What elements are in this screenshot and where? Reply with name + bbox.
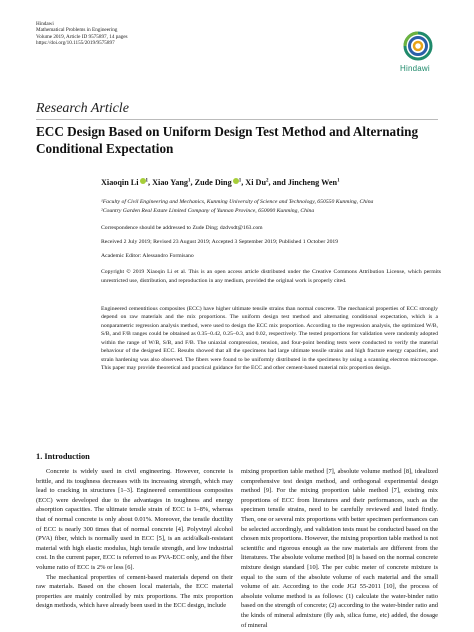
author-list: Xiaoqin Li $^1$, Xiao Yang$^1$, Zude Ding $^1$, Xi Du$^2$, and Jincheng Wen$^1$ (101, 178, 340, 187)
logo-text: Hindawi (400, 64, 430, 73)
body-column-left (36, 467, 233, 611)
affiliation-marker: 2 (266, 178, 269, 184)
academic-editor: Academic Editor: Alessandro Formisano (101, 253, 194, 259)
affiliation-marker: 1 (145, 178, 149, 184)
copyright-notice: Copyright © 2019 Xiaoqin Li et al. This is an open access article distributed under the Creative Commons Attribution License, which permits unrestricted use, distribution, and reproduction in any medium, provided the original work is properly cited. (101, 269, 441, 284)
affiliation-marker: 1 (238, 178, 242, 184)
abstract: Engineered cementitious composites (ECC) have higher ultimate tensile strains than normal concrete. The mechanical properties of ECC strongly depend on raw materials and the mix proportions. The uniform design test method and alternating conditional expectation, which is a nonparametric regression analysis method, were used to design the ECC mix proportion. According to the regression analysis, the optimized W/B, S/B, and F/B ranges could be obtained as 0.35–0.42, 0.25–0.3, and 0.02, respectively. The tested proportions for validation were randomly adopted within the range of W/B, S/B, and F/B. The uniaxial compression, tension, and four-point bending tests were conducted to verify the material behaviour of the designed ECC. Results showed that all the specimens had large ultimate tensile strains and high fracture energy capacities, and strain hardening was also observed. The fibers were found to be uniformly distributed in the specimens by using a scanning electron microscope. This paper may provide theoretical and practical guidance for the ECC and other cement-based material mix proportion design. (101, 306, 438, 372)
affiliation-2: ²Country Garden Real Estate Limited Company of Yunnan Province, 650000 Kunming, China (101, 207, 315, 214)
paragraph: mixing proportion table method [7], absolute volume method [8], idealized comprehensive test design method, and orthogonal experimental design method [9]. For the mixing proportion table method [7], existing mix proportions of ECC from literatures and their performances, such as the specimen tensile strains, need to be carefully reviewed and listed firstly. Then, one or several mix proportions with better specimen performances can be selected accordingly, and validation tests must be conducted based on the chosen mix proportions. However, the mixing proportion table method is not scientific and rigorous enough as the raw materials are different from the literatures. The absolute volume method [8] is based on the normal concrete mixture design standard [10]. The per cubic meter of concrete mixture is equal to the sum of the absolute volume of each material and the small volume of air. According to the code JGJ 55-2011 [10], the process of absolute volume method is as follows: (1) calculate the water-binder ratio based on the strength of concrete; (2) according to the water-binder ratio and the kinds of mineral admixture (fly ash, silica fume, etc) added, the dosage of mineral (241, 468, 438, 629)
section-heading: 1. Introduction (36, 452, 90, 461)
article-type: Research Article (36, 101, 129, 116)
author-name: Xiaoqin Li (101, 178, 139, 187)
author-name: Zude Ding (194, 178, 232, 187)
correspondence: Correspondence should be addressed to Zude Ding; dzdvsdt@163.com (101, 225, 263, 231)
affiliations (101, 198, 441, 215)
author-name: Jincheng Wen (287, 178, 338, 187)
paragraph: Concrete is widely used in civil engineering. However, concrete is brittle, and its toughness decreases with its increasing strength, which may lead to cracking in structures [1–3]. Engineered cementitious composites (ECC) were developed due to the advantages in toughness and energy absorption capacities. The ultimate tensile strain of ECC is 1–8%, whereas that of normal concrete is only about 0.01%. Moreover, the tensile ductility of ECC is nearly 300 times that of normal concrete [4]. Polyvinyl alcohol (PVA) fiber, which is normally used in ECC [5], is an acid/alkali-resistant material with high elastic modulus, high tensile strength, and low industrial cost. In the current paper, ECC is referred to as PVA-ECC only, and the fiber volume ratio of ECC is 2% or less [6]. (36, 468, 233, 571)
affiliation-marker: 1 (337, 178, 340, 184)
article-dates: Received 2 July 2019; Revised 23 August 2019; Accepted 3 September 2019; Published 1 October 2019 (101, 239, 339, 245)
volume-info: Volume 2019, Article ID 9575897, 14 pages (36, 33, 128, 40)
divider (36, 119, 438, 120)
affiliation-1: ¹Faculty of Civil Engineering and Mechanics, Kunming University of Science and Technology, 650550 Kunming, China (101, 199, 374, 205)
article-title: ECC Design Based on Uniform Design Test Method and Alternating Conditional Expectation (36, 124, 419, 156)
author-name: Xi Du (245, 178, 266, 187)
doi-link[interactable]: https://doi.org/10.1155/2019/9575897 (36, 40, 115, 47)
paragraph: The mechanical properties of cement-based materials depend on their raw materials. Based on the chosen local materials, the ECC material properties are mainly controlled by mix proportions. The mix proportion design methods, which have already been used in the ECC design, include (36, 573, 233, 610)
journal-name: Mathematical Problems in Engineering (36, 27, 118, 34)
author-name: Xiao Yang (152, 178, 189, 187)
publisher-name: Hindawi (36, 21, 54, 27)
affiliation-marker: 1 (188, 178, 191, 184)
journal-header (36, 21, 128, 47)
body-column-right (241, 467, 438, 630)
